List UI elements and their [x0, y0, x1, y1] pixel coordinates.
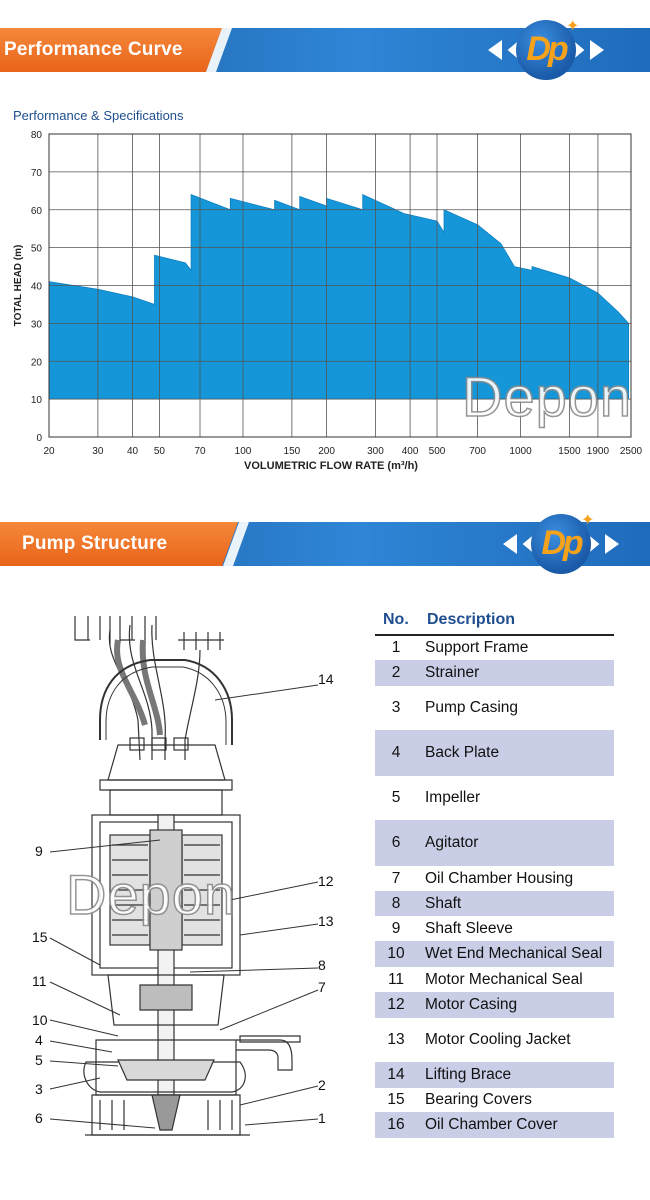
part-number: 10	[387, 945, 405, 962]
parts-table-row	[375, 730, 614, 776]
x-tick-label: 20	[43, 446, 55, 457]
x-tick-label: 1000	[509, 446, 532, 457]
watermark-structure: Depon	[66, 863, 237, 926]
part-number: 15	[387, 1091, 405, 1108]
discharge-flange	[240, 1036, 300, 1042]
part-number: 4	[391, 744, 401, 761]
parts-table-row	[375, 941, 614, 967]
part-number: 13	[387, 1031, 405, 1048]
lifting-brace	[100, 660, 232, 745]
parts-table-row	[375, 776, 614, 820]
header-no: No.	[383, 611, 409, 628]
logo-star-icon: ✦	[566, 18, 580, 35]
upper-bearing-housing	[110, 790, 222, 815]
logo-text: Dp	[526, 30, 566, 68]
part-description: Impeller	[425, 789, 481, 806]
y-axis-label: TOTAL HEAD (m)	[13, 244, 24, 327]
logo-star-icon: ✦	[581, 512, 595, 529]
y-tick-label: 30	[30, 319, 42, 331]
x-tick-label: 500	[428, 446, 446, 457]
y-tick-label: 80	[30, 130, 42, 141]
callout-label: 3	[35, 1081, 43, 1097]
parts-table	[375, 608, 614, 1138]
performance-curve-banner	[0, 18, 650, 72]
part-number: 8	[391, 895, 401, 912]
part-number: 14	[387, 1066, 405, 1083]
part-number: 6	[391, 834, 401, 851]
x-axis-label: VOLUMETRIC FLOW RATE (m³/h)	[244, 460, 418, 472]
x-tick-label: 1900	[586, 446, 610, 457]
pump-structure-title: Pump Structure	[22, 533, 168, 554]
x-tick-label: 2500	[619, 446, 643, 457]
part-description: Oil Chamber Cover	[425, 1116, 558, 1133]
x-tick-label: 200	[318, 446, 335, 457]
lifting-brace	[106, 667, 226, 745]
part-description: Motor Cooling Jacket	[425, 1031, 571, 1048]
part-description: Lifting Brace	[425, 1066, 512, 1083]
y-tick-label: 0	[36, 433, 42, 444]
y-tick-label: 60	[30, 205, 42, 217]
part-number: 5	[391, 789, 401, 806]
parts-table-row	[375, 820, 614, 866]
part-description: Back Plate	[425, 744, 500, 761]
chart-title: Performance & Specifications	[13, 108, 184, 123]
parts-table-row	[375, 891, 614, 916]
agitator	[152, 1095, 180, 1130]
callout-label: 9	[35, 843, 43, 859]
parts-table-row	[375, 636, 614, 660]
part-description: Pump Casing	[425, 699, 519, 716]
cable-terminal	[120, 616, 156, 640]
logo-arrow-right-icon	[605, 534, 619, 554]
part-number: 12	[387, 996, 405, 1013]
callout-label: 1	[318, 1110, 326, 1126]
parts-table-row	[375, 992, 614, 1018]
cable	[152, 625, 165, 760]
oil-chamber-seal	[140, 985, 192, 1010]
x-tick-label: 70	[194, 446, 206, 457]
part-description: Bearing Covers	[425, 1091, 532, 1108]
logo-arrow-left-icon	[488, 40, 502, 60]
part-number: 7	[391, 870, 401, 887]
part-number: 9	[391, 920, 401, 937]
logo-arrow-right-icon	[590, 40, 604, 60]
logo-arrow-left-icon	[503, 534, 517, 554]
parts-table-row	[375, 866, 614, 891]
parts-table-row	[375, 1018, 614, 1062]
logo-text: Dp	[541, 524, 581, 562]
part-description: Motor Casing	[425, 996, 518, 1013]
callout-label: 13	[318, 913, 334, 929]
brand-logo	[501, 512, 621, 576]
part-description: Support Frame	[425, 639, 529, 656]
callout-label: 12	[318, 873, 334, 889]
x-tick-label: 50	[153, 446, 166, 457]
impeller	[118, 1060, 214, 1080]
cable	[185, 650, 200, 760]
part-description: Oil Chamber Housing	[425, 870, 574, 887]
discharge-pipe	[236, 1040, 292, 1070]
part-description: Wet End Mechanical Seal	[425, 945, 603, 962]
top-cover-flange	[100, 780, 232, 790]
callout-label: 7	[318, 979, 326, 995]
y-tick-label: 20	[30, 357, 42, 369]
callout-label: 2	[318, 1077, 326, 1093]
callout-label: 4	[35, 1032, 43, 1048]
cable-terminal	[75, 616, 110, 645]
parts-table-row	[375, 1062, 614, 1088]
cable-terminal	[178, 632, 224, 650]
cable-gland	[152, 738, 166, 750]
y-tick-label: 70	[30, 167, 42, 179]
parts-table-header	[375, 608, 614, 636]
y-tick-label: 10	[30, 395, 42, 407]
callout-label: 10	[32, 1012, 48, 1028]
x-tick-label: 100	[234, 446, 252, 457]
callout-label: 8	[318, 957, 326, 973]
part-description: Shaft	[425, 895, 462, 912]
cable-gland	[174, 738, 188, 750]
parts-table-row	[375, 686, 614, 730]
x-tick-label: 30	[92, 446, 104, 457]
parts-table-row	[375, 967, 614, 992]
callout-label: 6	[35, 1110, 43, 1126]
part-number: 1	[391, 639, 401, 656]
brand-logo	[486, 18, 606, 82]
x-tick-label: 300	[367, 446, 384, 457]
y-tick-label: 50	[30, 243, 42, 255]
callout-label: 5	[35, 1052, 43, 1068]
performance-curve-title: Performance Curve	[4, 39, 183, 60]
x-tick-label: 700	[469, 446, 486, 457]
x-tick-label: 1500	[558, 446, 581, 457]
part-description: Shaft Sleeve	[425, 920, 513, 937]
parts-table-body	[375, 636, 614, 1138]
watermark-chart: Depon	[462, 365, 633, 428]
x-tick-label: 150	[283, 446, 301, 457]
callout-label: 14	[318, 671, 334, 687]
parts-table-row	[375, 1112, 614, 1138]
parts-table-row	[375, 660, 614, 686]
y-tick-label: 40	[30, 281, 42, 293]
part-number: 16	[387, 1116, 405, 1133]
part-number: 3	[391, 699, 401, 716]
part-description: Agitator	[425, 834, 479, 851]
x-tick-label: 40	[126, 446, 139, 457]
part-number: 2	[391, 664, 401, 681]
part-description: Strainer	[425, 664, 480, 681]
part-number: 11	[387, 971, 405, 988]
callout-label: 11	[32, 973, 47, 989]
parts-table-row	[375, 1088, 614, 1112]
pump-structure-banner	[0, 512, 650, 566]
part-description: Motor Mechanical Seal	[425, 971, 583, 988]
header-description: Description	[427, 611, 516, 628]
parts-table-row	[375, 916, 614, 941]
callout-label: 15	[32, 929, 48, 945]
x-tick-label: 400	[401, 446, 419, 457]
cable-gland	[130, 738, 144, 750]
